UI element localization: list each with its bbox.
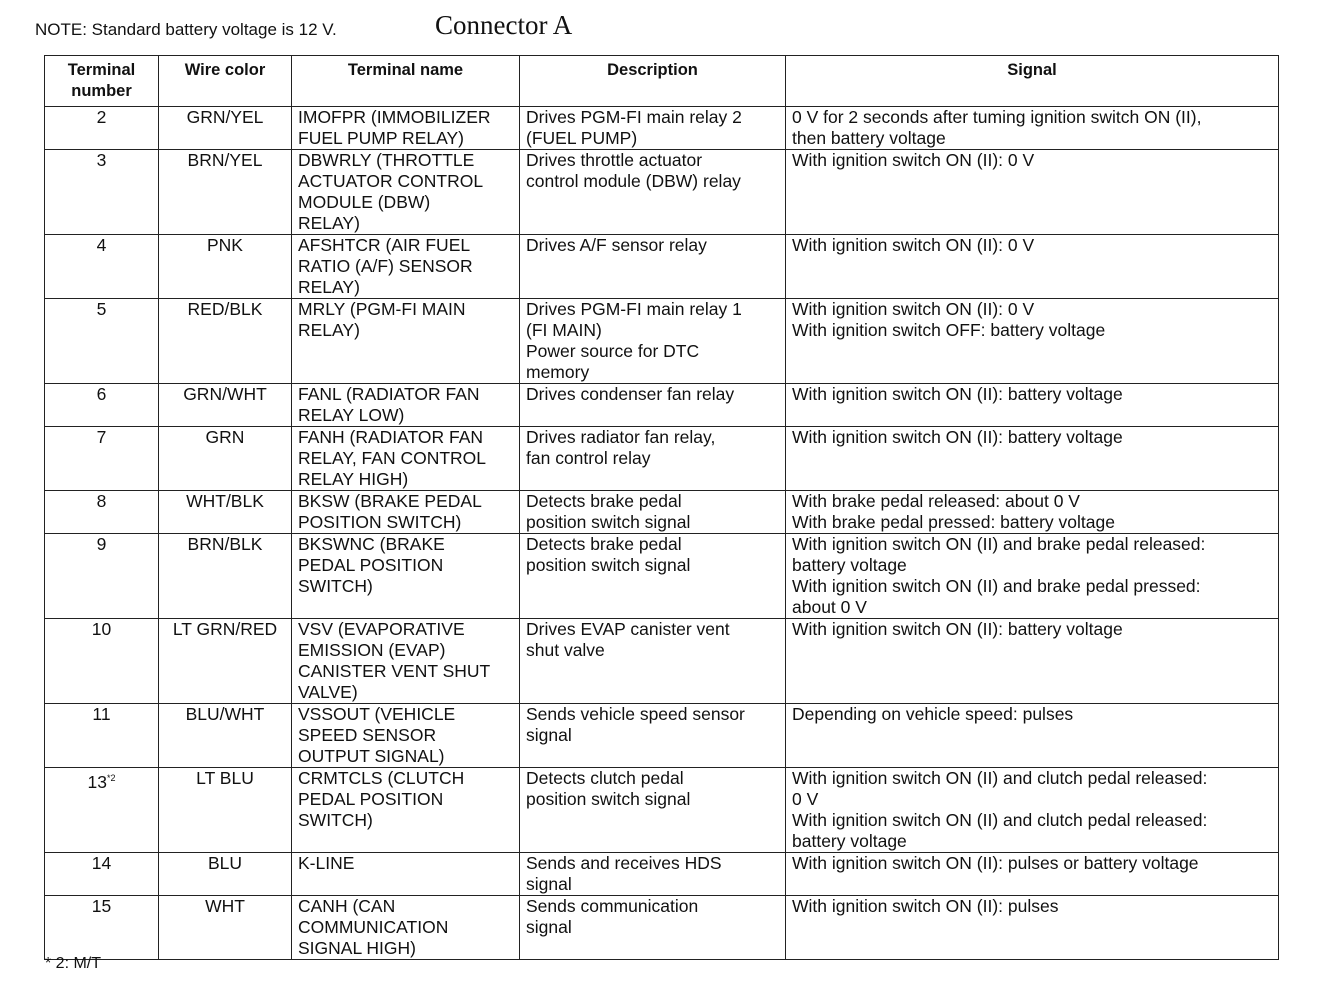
table-header-row — [45, 56, 1279, 107]
table-row — [45, 853, 1279, 896]
terminal-number-cell — [45, 704, 159, 768]
table-row — [45, 107, 1279, 150]
connector-a-table — [44, 55, 1279, 960]
wire-color-cell: GRN/YEL — [159, 107, 292, 150]
terminal-number: 8 — [96, 491, 107, 511]
terminal-name-cell: IMOFPR (IMMOBILIZER FUEL PUMP RELAY) — [292, 107, 520, 150]
terminal-number-cell — [45, 896, 159, 960]
description-cell: Drives radiator fan relay, fan control relay — [520, 427, 786, 491]
description-cell: Drives throttle actuator control module (DBW) relay — [520, 150, 786, 235]
terminal-number: 2 — [96, 107, 107, 127]
terminal-name-cell: K-LINE — [292, 853, 520, 896]
signal-cell: With ignition switch ON (II) and clutch pedal released: 0 V With ignition switch ON (II) and clutch pedal released: battery voltage — [786, 768, 1279, 853]
terminal-number-cell — [45, 427, 159, 491]
terminal-footnote-mark: *2 — [106, 773, 116, 783]
terminal-number: 10 — [91, 619, 112, 639]
signal-cell: With brake pedal released: about 0 V With brake pedal pressed: battery voltage — [786, 491, 1279, 534]
terminal-number: 7 — [96, 427, 107, 447]
table-row — [45, 768, 1279, 853]
signal-cell: With ignition switch ON (II): battery voltage — [786, 427, 1279, 491]
terminal-name-cell: AFSHTCR (AIR FUEL RATIO (A/F) SENSOR RELAY) — [292, 235, 520, 299]
table-row — [45, 896, 1279, 960]
table-row — [45, 491, 1279, 534]
table-row — [45, 235, 1279, 299]
signal-cell: With ignition switch ON (II): pulses or battery voltage — [786, 853, 1279, 896]
table-row — [45, 384, 1279, 427]
wire-color-header: Wire color — [159, 56, 292, 107]
wire-color-cell: LT GRN/RED — [159, 619, 292, 704]
wire-color-cell: BRN/BLK — [159, 534, 292, 619]
terminal-name-cell: FANH (RADIATOR FAN RELAY, FAN CONTROL RELAY HIGH) — [292, 427, 520, 491]
table-row — [45, 299, 1279, 384]
signal-cell: With ignition switch ON (II): 0 V With ignition switch OFF: battery voltage — [786, 299, 1279, 384]
terminal-number: 3 — [96, 150, 107, 170]
wire-color-cell: GRN/WHT — [159, 384, 292, 427]
wire-color-cell: RED/BLK — [159, 299, 292, 384]
footnote: * 2: M/T — [45, 955, 102, 972]
terminal-number: 4 — [96, 235, 107, 255]
terminal-number-cell — [45, 768, 159, 853]
description-cell: Drives A/F sensor relay — [520, 235, 786, 299]
signal-cell: With ignition switch ON (II): 0 V — [786, 235, 1279, 299]
wire-color-cell: WHT/BLK — [159, 491, 292, 534]
terminal-number-cell — [45, 853, 159, 896]
terminal-number: 5 — [96, 299, 107, 319]
terminal-name-cell: CANH (CAN COMMUNICATION SIGNAL HIGH) — [292, 896, 520, 960]
terminal-name-cell: VSSOUT (VEHICLE SPEED SENSOR OUTPUT SIGNAL) — [292, 704, 520, 768]
signal-cell: With ignition switch ON (II) and brake pedal released: battery voltage With ignition switch ON (II) and brake pedal pressed: about 0 V — [786, 534, 1279, 619]
table-row — [45, 704, 1279, 768]
terminal-name-cell: BKSW (BRAKE PEDAL POSITION SWITCH) — [292, 491, 520, 534]
standard-voltage-note: NOTE: Standard battery voltage is 12 V. — [35, 20, 337, 39]
terminal-number-cell — [45, 299, 159, 384]
description-cell: Sends vehicle speed sensor signal — [520, 704, 786, 768]
terminal-number-cell — [45, 534, 159, 619]
terminal-name-cell: MRLY (PGM-FI MAIN RELAY) — [292, 299, 520, 384]
terminal-number: 9 — [96, 534, 107, 554]
terminal-name-cell: VSV (EVAPORATIVE EMISSION (EVAP) CANISTER VENT SHUT VALVE) — [292, 619, 520, 704]
signal-cell: 0 V for 2 seconds after tuming ignition switch ON (II), then battery voltage — [786, 107, 1279, 150]
description-header: Description — [520, 56, 786, 107]
terminal-number: 6 — [96, 384, 107, 404]
terminal-name-cell: BKSWNC (BRAKE PEDAL POSITION SWITCH) — [292, 534, 520, 619]
table-row — [45, 534, 1279, 619]
signal-header: Signal — [786, 56, 1279, 107]
terminal-number: 14 — [91, 853, 112, 873]
signal-cell: With ignition switch ON (II): pulses — [786, 896, 1279, 960]
signal-cell: With ignition switch ON (II): 0 V — [786, 150, 1279, 235]
terminal-number-cell — [45, 384, 159, 427]
description-cell: Detects clutch pedal position switch signal — [520, 768, 786, 853]
description-cell: Drives PGM-FI main relay 2 (FUEL PUMP) — [520, 107, 786, 150]
description-cell: Drives EVAP canister vent shut valve — [520, 619, 786, 704]
description-cell: Drives PGM-FI main relay 1 (FI MAIN) Power source for DTC memory — [520, 299, 786, 384]
terminal-name-cell: CRMTCLS (CLUTCH PEDAL POSITION SWITCH) — [292, 768, 520, 853]
description-cell: Detects brake pedal position switch signal — [520, 491, 786, 534]
wire-color-cell: BLU — [159, 853, 292, 896]
terminal-number-cell — [45, 491, 159, 534]
wire-color-cell: PNK — [159, 235, 292, 299]
terminal-number-header: Terminal number — [45, 56, 159, 107]
table-row — [45, 619, 1279, 704]
table-row — [45, 150, 1279, 235]
table-row — [45, 427, 1279, 491]
terminal-name-header: Terminal name — [292, 56, 520, 107]
description-cell: Detects brake pedal position switch signal — [520, 534, 786, 619]
terminal-number-cell — [45, 150, 159, 235]
description-cell: Sends and receives HDS signal — [520, 853, 786, 896]
signal-cell: Depending on vehicle speed: pulses — [786, 704, 1279, 768]
signal-cell: With ignition switch ON (II): battery voltage — [786, 384, 1279, 427]
wire-color-cell: BLU/WHT — [159, 704, 292, 768]
wire-color-cell: LT BLU — [159, 768, 292, 853]
terminal-number: 11 — [92, 704, 111, 724]
terminal-number: 15 — [91, 896, 112, 916]
wire-color-cell: GRN — [159, 427, 292, 491]
description-cell: Sends communication signal — [520, 896, 786, 960]
terminal-name-cell: DBWRLY (THROTTLE ACTUATOR CONTROL MODULE (DBW) RELAY) — [292, 150, 520, 235]
wire-color-cell: BRN/YEL — [159, 150, 292, 235]
connector-title: Connector A — [435, 10, 573, 40]
terminal-number-cell — [45, 107, 159, 150]
signal-cell: With ignition switch ON (II): battery voltage — [786, 619, 1279, 704]
wire-color-cell: WHT — [159, 896, 292, 960]
description-cell: Drives condenser fan relay — [520, 384, 786, 427]
terminal-number-cell — [45, 235, 159, 299]
terminal-name-cell: FANL (RADIATOR FAN RELAY LOW) — [292, 384, 520, 427]
terminal-number-cell — [45, 619, 159, 704]
terminal-number: 13 — [87, 771, 107, 792]
